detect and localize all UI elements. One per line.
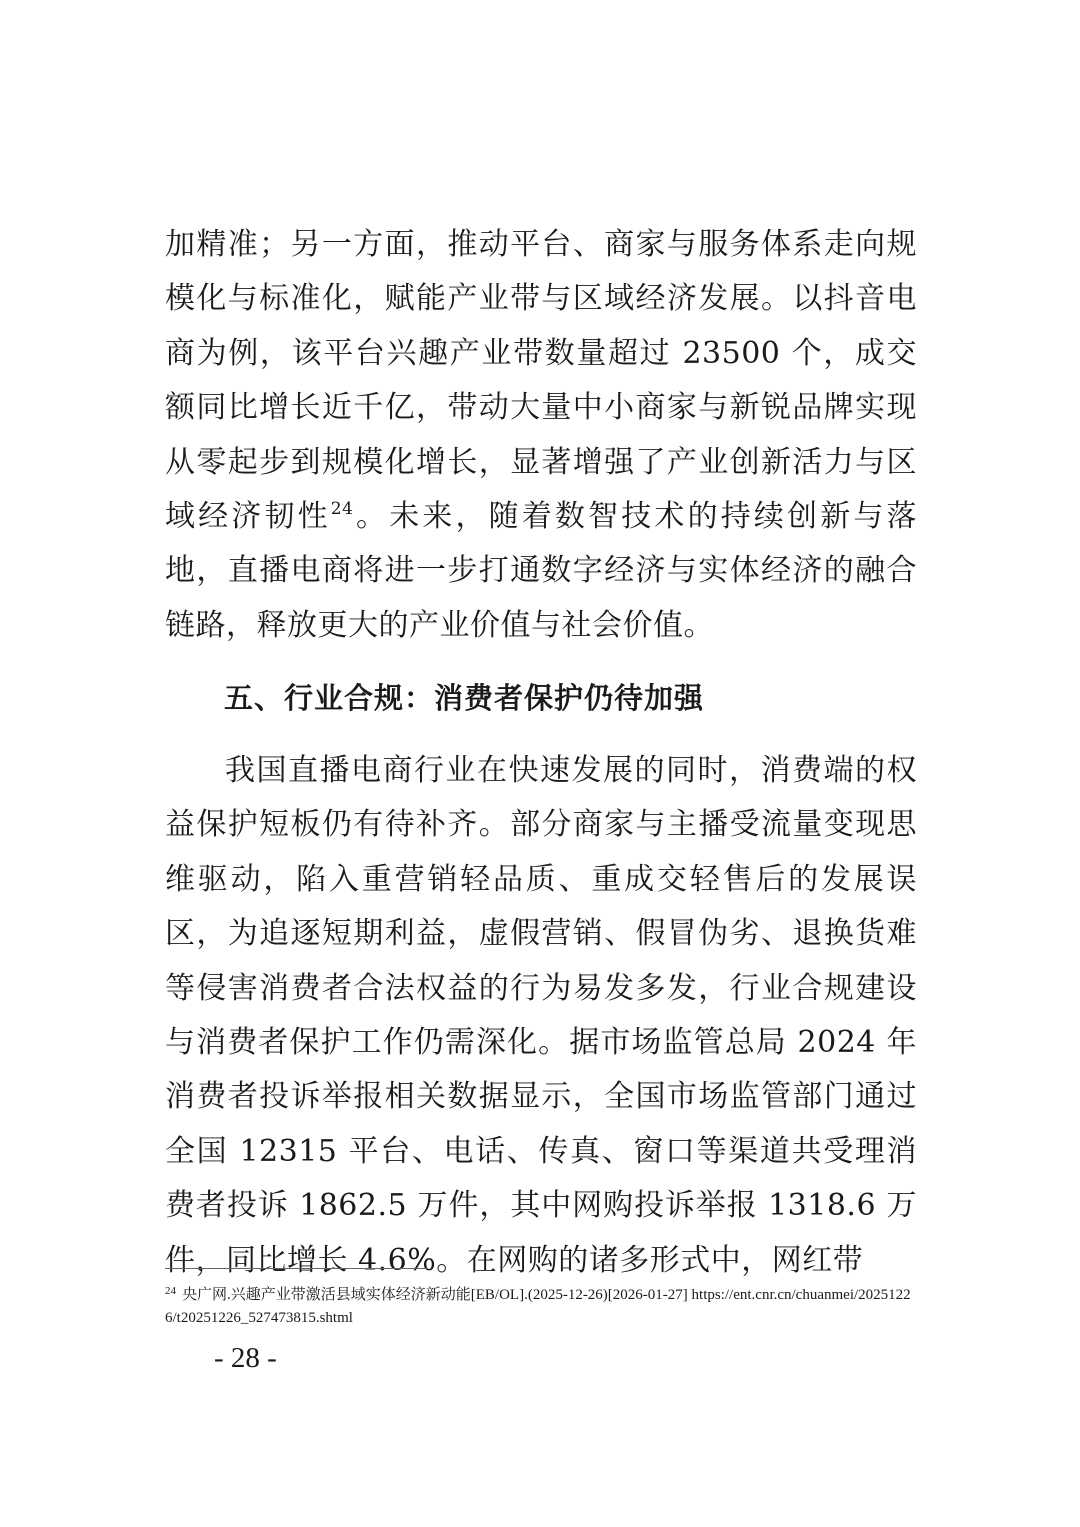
- footnote-reference[interactable]: 24: [330, 499, 354, 520]
- section-heading: 五、行业合规：消费者保护仍待加强: [224, 681, 705, 715]
- page-number: - 28 -: [214, 1342, 277, 1374]
- body-paragraph-2: 我国直播电商行业在快速发展的同时，消费端的权益保护短板仍有待补齐。部分商家与主播受流量变现思维驱动，陷入重营销轻品质、重成交轻售后的发展误区，为追逐短期利益，虚假营销、假冒伪劣、退换货难等侵害消费者合法权益的行为易发多发，行业合规建设与消费者保护工作仍需深化。据市场监管总局 2024 年消费者投诉举报相关数据显示，全国市场监管部门通过全国 12315 平台、电话、传真、窗口等渠道共受理消费者投诉 1862.5 万件，其中网购投诉举报 1318.6 万件，同比增长 4.6%。在网购的诸多形式中，网红带: [165, 753, 917, 1278]
- footnote-mark: 24: [165, 1285, 176, 1297]
- body-paragraph-1: [165, 218, 917, 653]
- footnote-separator: [165, 1268, 427, 1269]
- paragraph-1-text-b: 。未来，随着数智技术的持续创新与落地，直播电商将进一步打通数字经济与实体经济的融合链路，释放更大的产业价值与社会价值。: [165, 499, 918, 643]
- footnote-text: 央广网.兴趣产业带激活县域实体经济新动能[EB/OL].(2025-12-26)[2026-01-27] https://ent.cnr.cn/chuanmei/20251226/t20251226_527473815.shtml: [165, 1287, 911, 1326]
- paragraph-1-text-a: 加精准；另一方面，推动平台、商家与服务体系走向规模化与标准化，赋能产业带与区域经济发展。以抖音电商为例，该平台兴趣产业带数量超过 23500 个，成交额同比增长近千亿，带动大量中小商家与新锐品牌实现从零起步到规模化增长，显著增强了产业创新活力与区域经济韧性: [165, 227, 917, 535]
- footnote: [165, 1280, 917, 1330]
